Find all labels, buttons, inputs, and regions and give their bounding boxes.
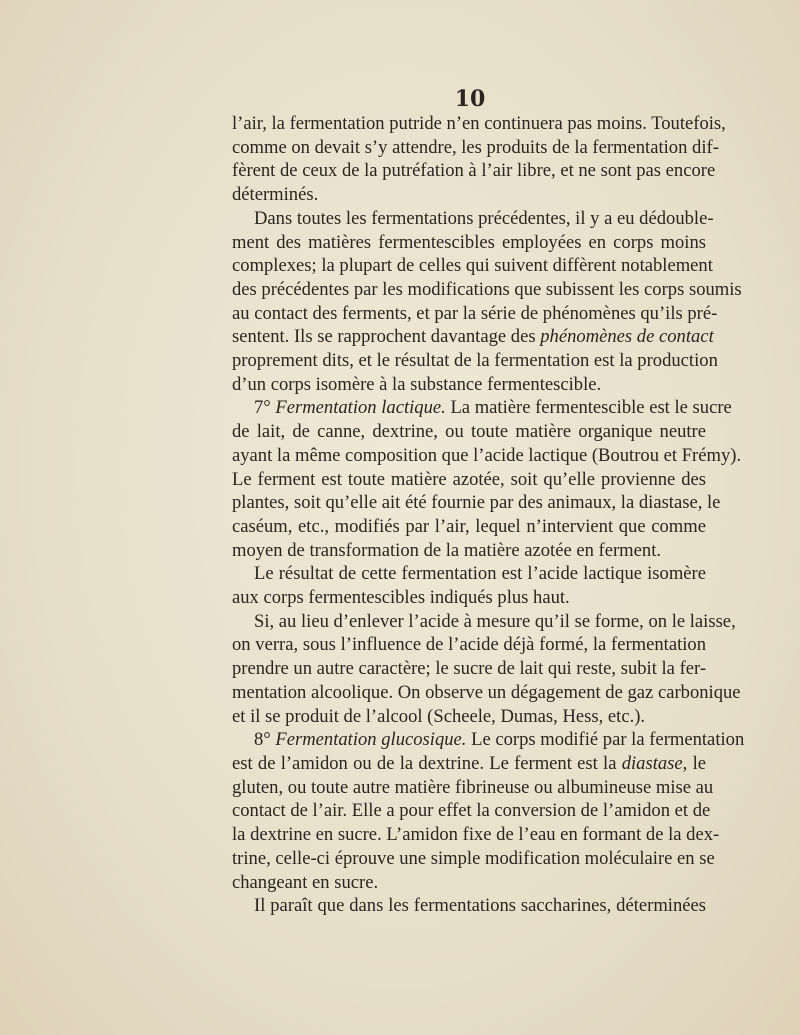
- text-line: trine, celle-ci éprouve une simple modification moléculaire en se: [232, 847, 715, 869]
- text-line: ayant la même composition que l’acide lactique (Boutrou et Frémy).: [232, 444, 742, 466]
- text-line: caséum, etc., modifiés par l’air, lequel n’intervient que comme: [232, 515, 706, 537]
- text-line: [232, 325, 714, 349]
- body-text: [232, 112, 745, 918]
- text-line: déterminés.: [232, 184, 319, 206]
- text-line: mentation alcoolique. On observe un dégagement de gaz carbonique: [232, 681, 741, 703]
- text-fragment: Le corps modifié par la fermentation: [471, 729, 745, 751]
- text-line: plantes, soit qu’elle ait été fournie par des animaux, la diastase, le: [232, 492, 721, 514]
- italic-word: diastase: [621, 752, 683, 774]
- text-line: changeant en sucre.: [232, 871, 379, 893]
- section-number: 8°: [254, 729, 271, 751]
- text-line: complexes; la plupart de celles qui suivent diffèrent notablement: [232, 255, 713, 277]
- text-line: et il se produit de l’alcool (Scheele, Dumas, Hess, etc.).: [232, 705, 646, 727]
- text-line: gluten, ou toute autre matière fibrineuse ou albumineuse mise au: [232, 776, 714, 798]
- section-number: 7°: [254, 397, 271, 419]
- paragraph-7: [232, 894, 706, 918]
- paragraph-5: [232, 610, 741, 729]
- text-line: fèrent de ceux de la putréfation à l’air libre, et ne sont pas encore: [232, 160, 716, 182]
- paragraph-4: [232, 562, 706, 609]
- text-fragment: sentent. Ils se rapprochent davantage des: [232, 326, 536, 348]
- text-line: ment des matières fermentescibles employées en corps moins: [232, 231, 706, 253]
- text-line: Dans toutes les fermentations précédentes, il y a eu dédouble-: [254, 207, 714, 229]
- text-line: des précédentes par les modifications que subissent les corps soumis: [232, 278, 742, 300]
- text-line: au contact des ferments, et par la série de phénomènes qu’ils pré-: [232, 302, 718, 324]
- text-line: de lait, de canne, dextrine, ou toute matière organique neutre: [232, 421, 706, 443]
- section-title: Fermentation glucosique.: [275, 729, 467, 751]
- text-line: d’un corps isomère à la substance fermentescible.: [232, 373, 602, 395]
- text-line: prendre un autre caractère; le sucre de lait qui reste, subit la fer-: [232, 658, 707, 680]
- paragraph-2: [232, 207, 742, 397]
- text-line: on verra, sous l’influence de l’acide déjà formé, la fermentation: [232, 634, 706, 656]
- text-line: comme on devait s’y attendre, les produits de la fermentation dif-: [232, 136, 719, 158]
- paragraph-fermentation-glucosique: [232, 728, 745, 894]
- text-fragment: , le: [682, 752, 706, 774]
- text-line: [232, 728, 745, 752]
- text-line: [232, 752, 706, 776]
- text-fragment: est de l’amidon ou de la dextrine. Le ferment est la: [232, 752, 617, 774]
- text-line: contact de l’air. Elle a pour effet la conversion de l’amidon et de: [232, 800, 711, 822]
- paragraph-fermentation-lactique: [232, 396, 742, 562]
- text-line: la dextrine en sucre. L’amidon fixe de l’eau en formant de la dex-: [232, 824, 720, 846]
- text-fragment: La matière fermentescible est le sucre: [450, 397, 732, 419]
- section-title: Fermentation lactique.: [275, 397, 446, 419]
- text-line: Le ferment est toute matière azotée, soit qu’elle provienne des: [232, 468, 706, 490]
- paragraph-1: [232, 112, 726, 207]
- text-line: aux corps fermentescibles indiqués plus haut.: [232, 587, 570, 609]
- text-line: Si, au lieu d’enlever l’acide à mesure qu’il se forme, on le laisse,: [254, 610, 736, 632]
- text-line: Il paraît que dans les fermentations saccharines, déterminées: [254, 895, 706, 917]
- text-line: proprement dits, et le résultat de la fermentation est la production: [232, 350, 718, 372]
- text-line: Le résultat de cette fermentation est l’acide lactique isomère: [254, 563, 706, 585]
- page-number: 10: [454, 86, 486, 112]
- text-line: [232, 396, 732, 420]
- text-line: l’air, la fermentation putride n’en continuera pas moins. Toutefois,: [232, 113, 726, 134]
- italic-phrase: phénomènes de contact: [540, 326, 714, 348]
- text-line: moyen de transformation de la matière azotée en ferment.: [232, 539, 662, 561]
